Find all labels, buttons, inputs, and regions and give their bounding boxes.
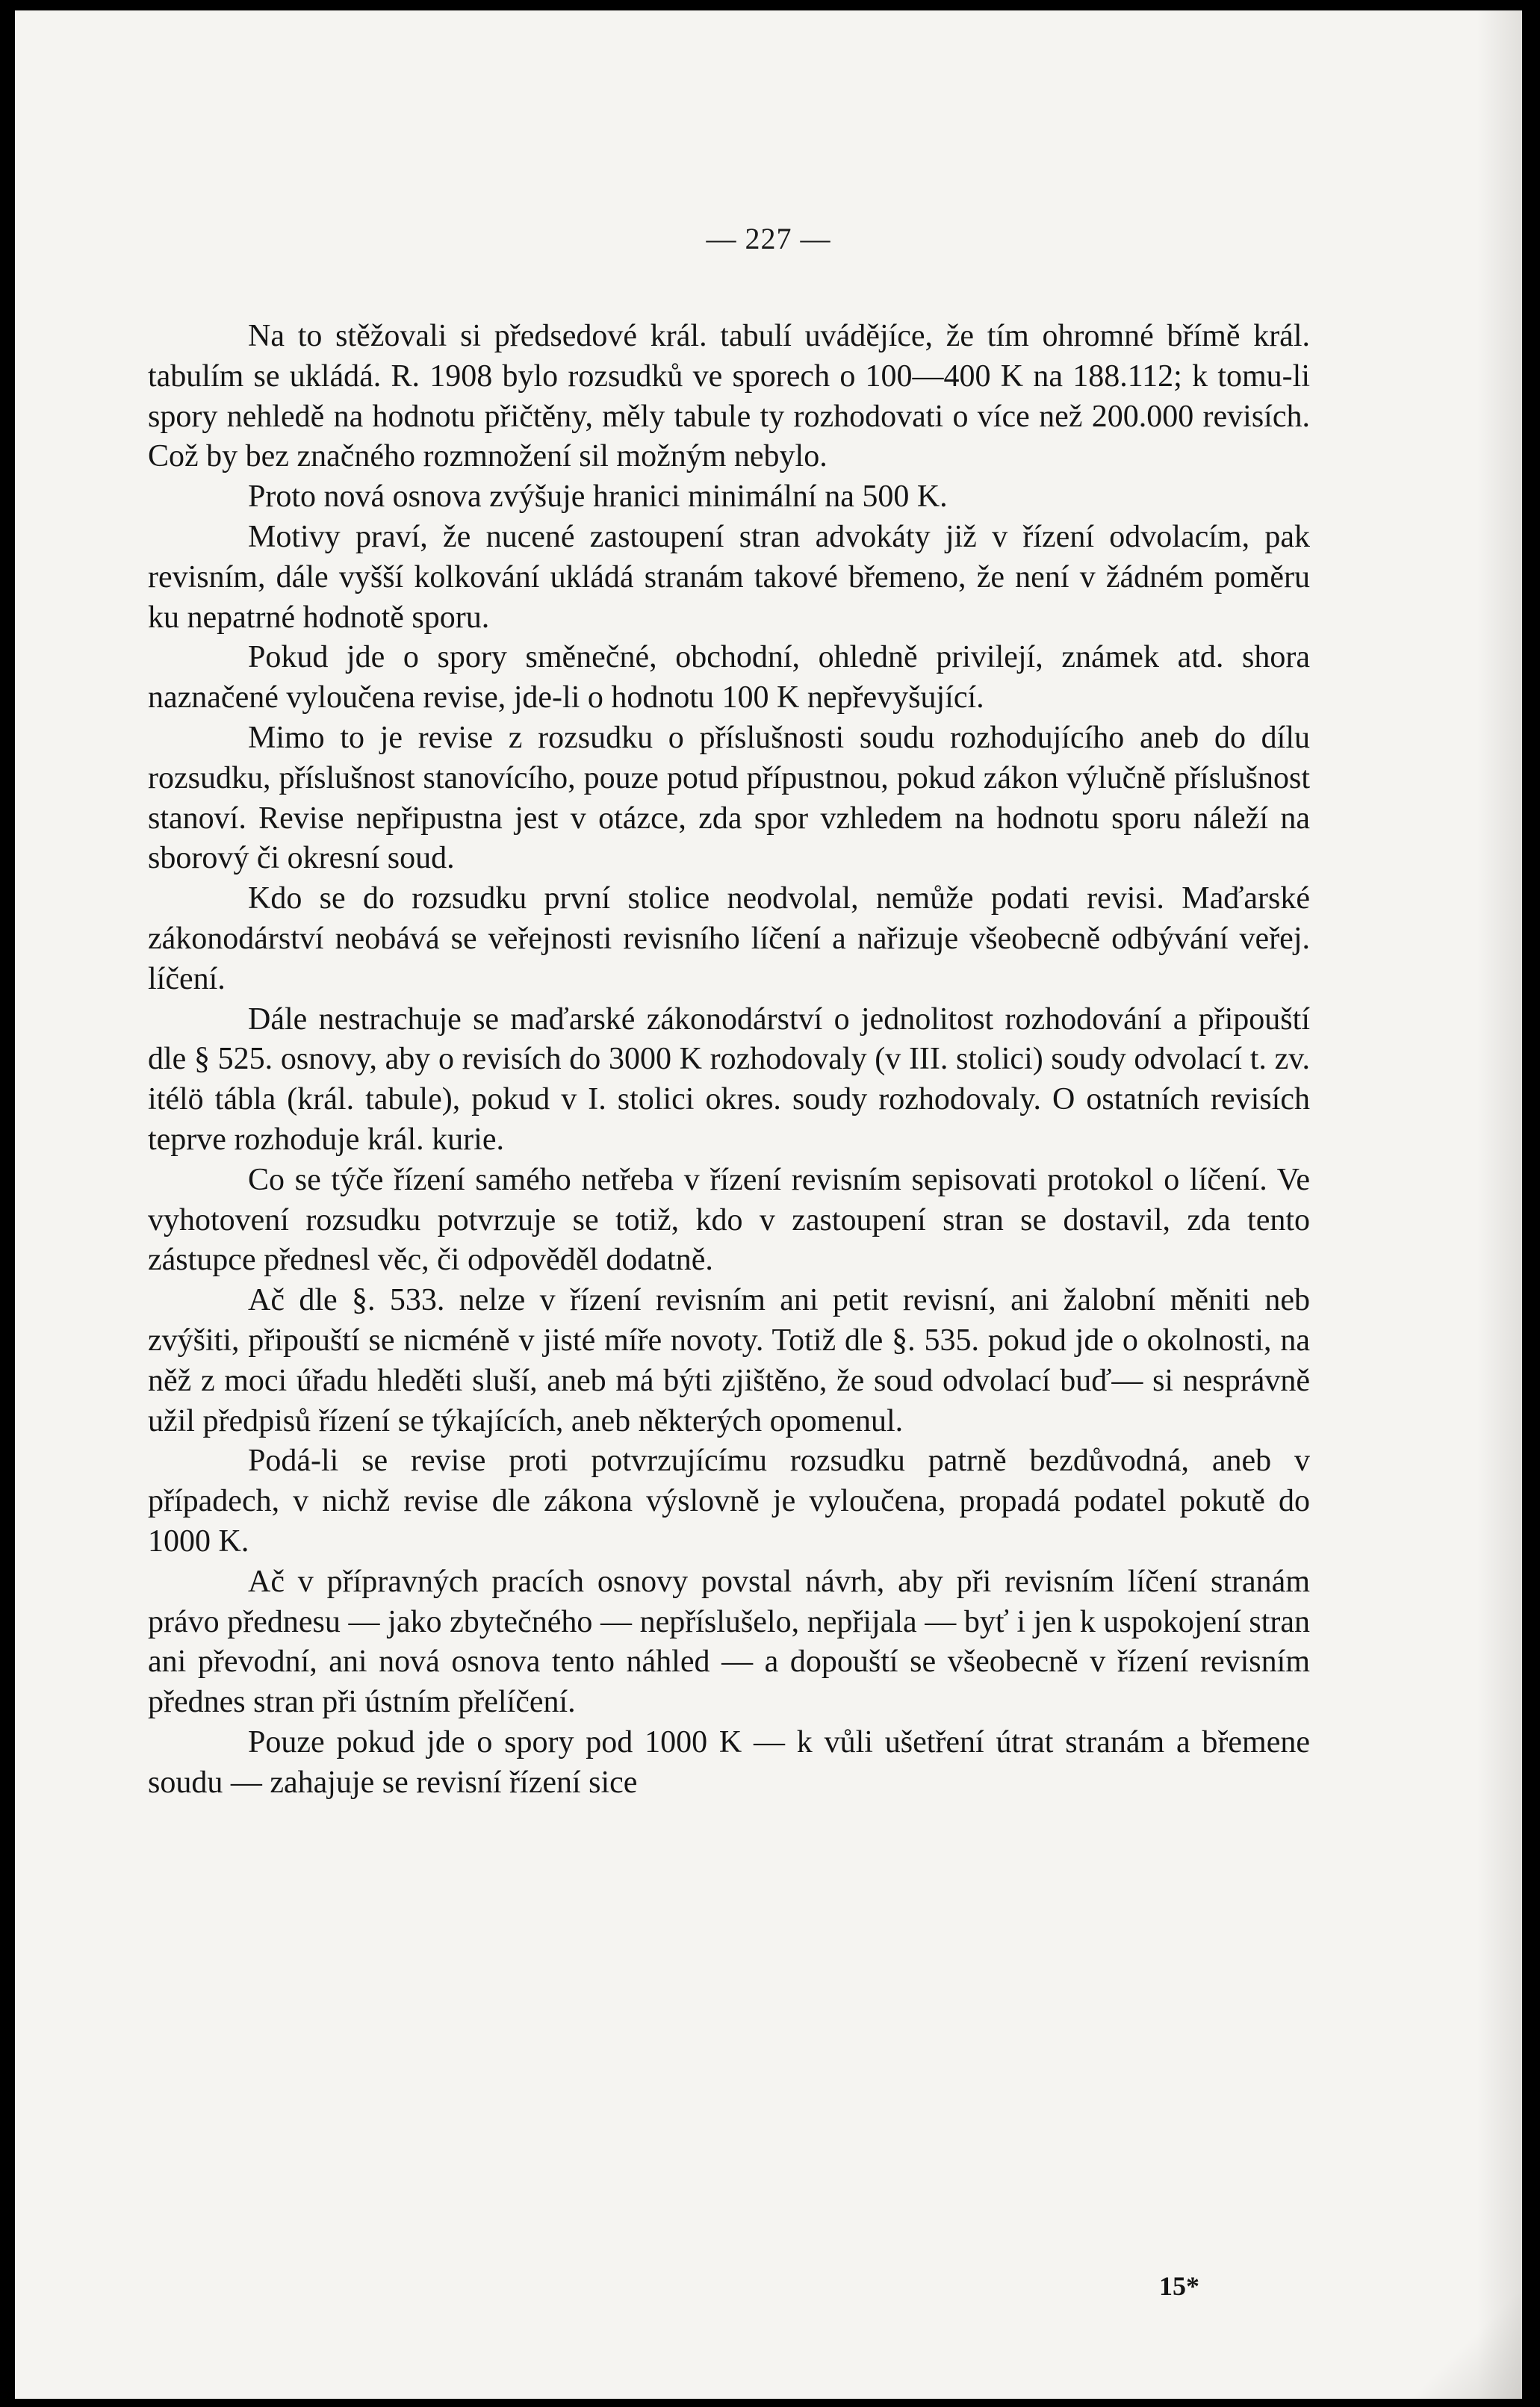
paragraph: Mimo to je revise z rozsudku o příslušnosti soudu rozhodujícího aneb do dílu rozsudku, příslušnost stanovícího, pouze potud přípustnou, pokud zákon výlučně příslušnost stanoví. Revise nepřipustna jest v otázce, zda spor vzhledem na hodnotu sporu náleží na sborový či okresní soud.: [148, 720, 1310, 876]
book-page: [15, 10, 1522, 2399]
paragraph: Dále nestrachuje se maďarské zákonodárství o jednolitost rozhodování a připouští dle § 525. osnovy, aby o revisích do 3000 K rozhodovaly (v III. stolici) soudy odvolací t. zv. itélö tábla (král. tabule), pokud v I. stolici okres. soudy rozhodovaly. O ostatních revisích teprve rozhoduje král. kurie.: [148, 1001, 1310, 1157]
binding-shadow: [1477, 10, 1522, 2399]
paragraph: Pouze pokud jde o spory pod 1000 K — k vůli ušetření útrat stranám a břemene soudu — zahajuje se revisní řízení sice: [148, 1724, 1310, 1800]
corner-crease: [1403, 2294, 1522, 2399]
paragraph: Pokud jde o spory směnečné, obchodní, ohledně privilejí, známek atd. shora naznačené vyloučena revise, jde-li o hodnotu 100 K nepřevyšující.: [148, 640, 1310, 715]
paragraph: Proto nová osnova zvýšuje hranici minimální na 500 K.: [248, 479, 948, 515]
paragraph: Podá-li se revise proti potvrzujícímu rozsudku patrně bezdůvodná, aneb v případech, v nichž revise dle zákona výslovně je vyloučena, propadá podatel pokutě do 1000 K.: [148, 1444, 1310, 1559]
paragraph: Co se týče řízení samého netřeba v řízení revisním sepisovati protokol o líčení. Ve vyhotovení rozsudku potvrzuje se totiž, kdo v zastoupení stran se dostavil, zda tento zástupce přednesl věc, či odpověděl dodatně.: [148, 1162, 1310, 1278]
paragraph: Na to stěžovali si předsedové král. tabulí uvádějíce, že tím ohromné břímě král. tabulím se ukládá. R. 1908 bylo rozsudků ve sporech o 100—400 K na 188.112; k tomu-li spory nehledě na hodnotu přičtěny, měly tabule ty rozhodovati o více než 200.000 revisích. Což by bez značného rozmnožení sil možným nebylo.: [148, 319, 1310, 474]
body-text: [148, 317, 1310, 1803]
signature-mark: 15*: [1159, 2271, 1199, 2301]
page-number: — 227 —: [706, 222, 831, 255]
paragraph: Motivy praví, že nucené zastoupení stran advokáty již v řízení odvolacím, pak revisním, dále vyšší kolkování ukládá stranám takové břemeno, že není v žádném poměru ku nepatrné hodnotě sporu.: [148, 519, 1310, 635]
paragraph: Ač v přípravných pracích osnovy povstal návrh, aby při revisním líčení stranám právo přednesu — jako zbytečného — nepříslušelo, nepřijala — byť i jen k uspokojení stran ani převodní, ani nová osnova tento náhled — a dopouští se všeobecně v řízení revisním přednes stran při ústním přelíčení.: [148, 1564, 1310, 1720]
paragraph: Kdo se do rozsudku první stolice neodvolal, nemůže podati revisi. Maďarské zákonodárství neobává se veřejnosti revisního líčení a nařizuje všeobecně odbývání veřej. líčení.: [148, 881, 1310, 996]
paragraph: Ač dle §. 533. nelze v řízení revisním ani petit revisní, ani žalobní měniti neb zvýšiti, připouští se nicméně v jisté míře novoty. Totiž dle §. 535. pokud jde o okolnosti, na něž z moci úřadu hleděti sluší, aneb má býti zjištěno, že soud odvolací buď— si nesprávně užil předpisů řízení se týkajících, aneb některých opomenul.: [148, 1283, 1310, 1438]
